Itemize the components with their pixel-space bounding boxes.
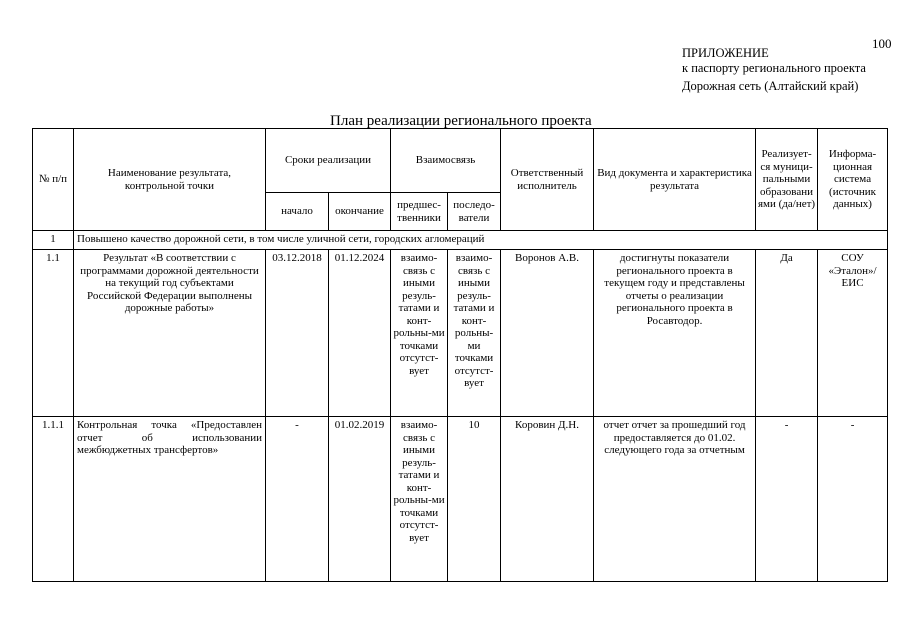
row-responsible: Коровин Д.Н. <box>501 417 594 582</box>
row-name: Контрольная точка «Предоставлен отчет об использовании межбюджетных трансфертов» <box>74 417 266 582</box>
header-document: Вид документа и характеристика результата <box>594 129 756 231</box>
row-successors: 10 <box>448 417 501 582</box>
header-info-system: Информа-ционная система (источник данных) <box>818 129 888 231</box>
section-row <box>33 231 888 250</box>
row-responsible: Воронов А.В. <box>501 250 594 417</box>
header-responsible: Ответственный исполнитель <box>501 129 594 231</box>
row-start: - <box>266 417 329 582</box>
header-row-1 <box>33 129 888 193</box>
page-number: 100 <box>872 36 892 51</box>
row-end: 01.12.2024 <box>329 250 391 417</box>
table-row <box>33 417 888 582</box>
plan-table <box>32 128 888 582</box>
header-num: № п/п <box>33 129 74 231</box>
page-title: План реализации регионального проекта <box>330 113 592 129</box>
row-start: 03.12.2018 <box>266 250 329 417</box>
row-end: 01.02.2019 <box>329 417 391 582</box>
row-municipal: - <box>756 417 818 582</box>
header-start: начало <box>266 193 329 231</box>
annex-title: ПРИЛОЖЕНИЕ <box>682 46 769 60</box>
row-document: отчет отчет за прошедший год предоставляется до 01.02. следующего года за отчетным <box>594 417 756 582</box>
row-info-system: - <box>818 417 888 582</box>
header-predecessors: предшес-твенники <box>391 193 448 231</box>
row-predecessors: взаимо-связь с иными резуль-татами и конт-рольны-ми точками отсутст-вует <box>391 417 448 582</box>
header-links: Взаимосвязь <box>391 129 501 193</box>
annex-block <box>682 46 866 94</box>
row-document: достигнуты показатели регионального проекта в текущем году и представлены отчеты о реализации регионального проекта в Росавтодор. <box>594 250 756 417</box>
row-predecessors: взаимо-связь с иными резуль-татами и конт-рольны-ми точками отсутст-вует <box>391 250 448 417</box>
header-end: окончание <box>329 193 391 231</box>
header-municipal: Реализует-ся муници-пальными образовани ями (да/нет) <box>756 129 818 231</box>
row-num: 1.1.1 <box>33 417 74 582</box>
annex-project: Дорожная сеть (Алтайский край) <box>682 79 859 93</box>
row-municipal: Да <box>756 250 818 417</box>
row-info-system: СОУ «Эталон»/ ЕИС <box>818 250 888 417</box>
header-successors: последо-ватели <box>448 193 501 231</box>
table-row <box>33 250 888 417</box>
section-num: 1 <box>33 231 74 250</box>
row-num: 1.1 <box>33 250 74 417</box>
row-successors: взаимо-связь с иными резуль-татами и конт-рольны-ми точками отсутст-вует <box>448 250 501 417</box>
header-terms: Сроки реализации <box>266 129 391 193</box>
section-text: Повышено качество дорожной сети, в том числе уличной сети, городских агломераций <box>74 231 888 250</box>
annex-subtitle: к паспорту регионального проекта <box>682 61 866 75</box>
header-name: Наименование результата, контрольной точки <box>74 129 266 231</box>
row-name: Результат «В соответствии с программами дорожной деятельности на текущий год субъектами Российской Федерации выполнены дорожные работы» <box>74 250 266 417</box>
